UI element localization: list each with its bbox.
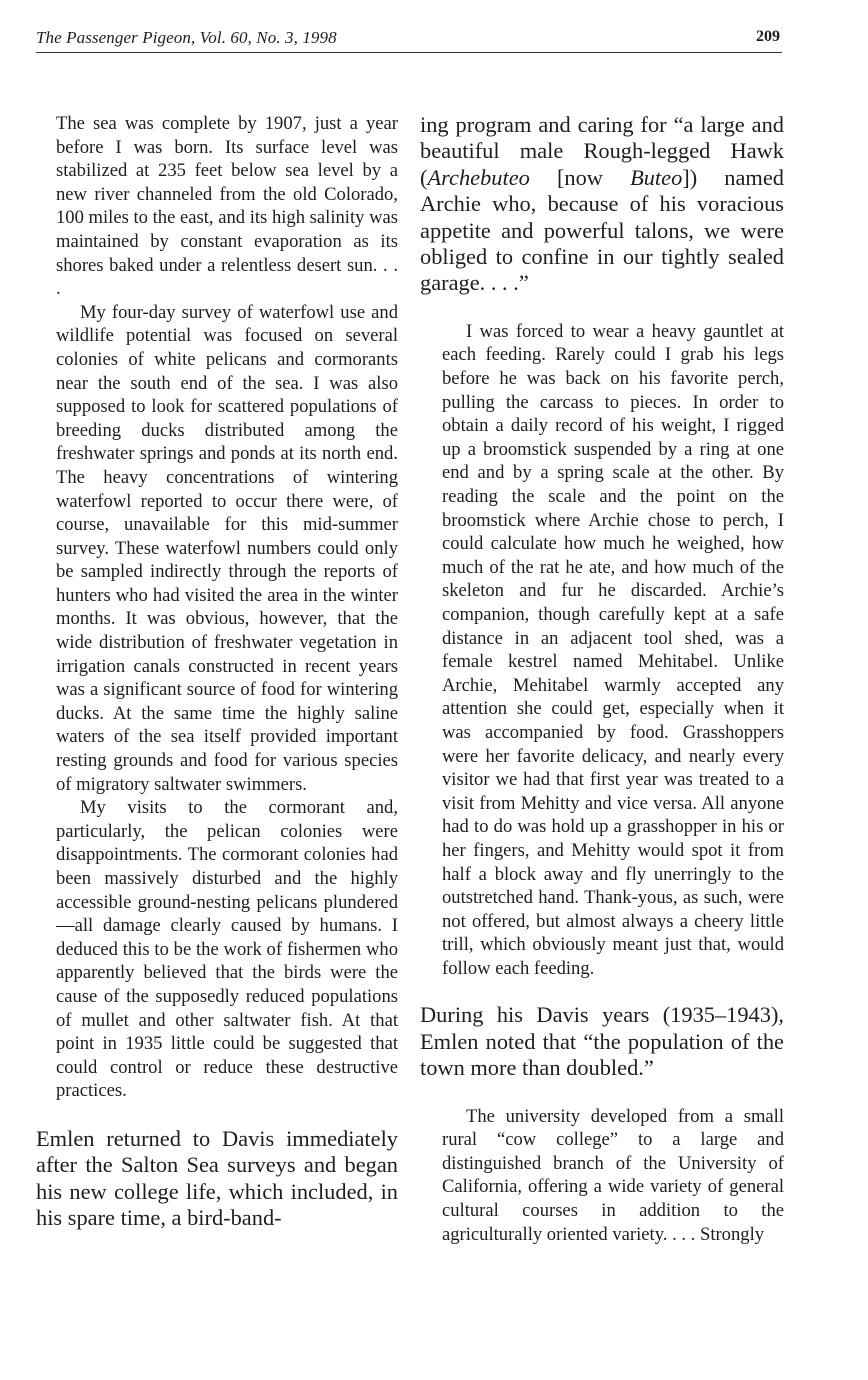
narrative-paragraph: Emlen returned to Davis immediately after the Salton Sea surveys and began his new college life, which included, in his spare time, a bird-band- [36, 1125, 398, 1231]
block-quote-salton-sea [36, 112, 398, 1103]
running-header [36, 28, 782, 53]
quote-paragraph: I was forced to wear a heavy gauntlet at each feeding. Rarely could I grab his legs before he was back on his favorite perch, pulling the carcass to pieces. In order to obtain a daily record of his weight, I rigged up a broomstick suspended by a ring at one end and by a spring scale at the other. By reading the scale and the point on the broomstick where Archie chose to perch, I could calculate how much he weighed, how much of the rat he ate, and how much of the skeleton and fur he discarded. Archie’s companion, though carefully kept at a safe distance in an adjacent tool shed, was a female kestrel named Mehitabel. Unlike Archie, Mehitabel warmly accepted any attention she could get, especially when it was accompanied by food. Grasshoppers were her favorite delicacy, and nearly every visitor we had that first year was treated to a visit from Mehitty and vice versa. All anyone had to do was hold up a grasshopper in his or her fingers, and Mehitty would spot it from half a block away and fly unerringly to the outstretched hand. Thank-yous, as such, were not offered, but almost always a cheery little trill, which obviously meant just that, would follow each feeding. [442, 320, 784, 979]
genus-name: Archebuteo [427, 164, 530, 190]
narrative-paragraph-continued [420, 112, 784, 297]
right-column [420, 112, 784, 1246]
quote-paragraph: My visits to the cormorant and, particularly, the pelican colonies were disappointments. The cormorant colonies had been massively disturbed and the highly accessible ground-nesting pelicans plundered—all damage clearly caused by humans. I deduced this to be the work of fishermen who apparently believed that the birds were the cause of the supposedly reduced populations of mullet and other saltwater fish. At that point in 1935 little could be suggested that could control or reduce these destructive practices. [56, 797, 398, 1102]
quote-paragraph: The university developed from a small rural “cow college” to a large and distinguished branch of the University of California, offering a wide variety of general cultural courses in addition to the agriculturally oriented variety. . . . Strongly [442, 1105, 784, 1245]
block-quote-archie [420, 320, 784, 981]
narrative-text: ]) named Archie who, because of his voracious appetite and powerful talons, we were obliged to confine in our tightly sealed garage. . . .” [420, 164, 784, 296]
quote-paragraph: The sea was complete by 1907, just a year before I was born. Its surface level was stabilized at 235 feet below sea level by a new river channeled from the old Colorado, 100 miles to the east, and its high salinity was maintained by constant evaporation as its shores baked under a relentless desert sun. . . . [56, 113, 398, 300]
block-quote-university [420, 1105, 784, 1247]
narrative-paragraph: During his Davis years (1935–1943), Emlen noted that “the population of the town more than doubled.” [420, 1002, 784, 1081]
narrative-text: ing program and caring for “a large and beautiful male Rough-legged Hawk ( [420, 112, 784, 190]
quote-paragraph: My four-day survey of waterfowl use and wildlife potential was focused on several colonies of white pelicans and cormorants near the south end of the sea. I was also supposed to look for scattered populations of breeding ducks distributed among the freshwater springs and ponds at its north end. The heavy concentrations of wintering waterfowl reported to occur there were, of course, unavailable for this mid-summer survey. These waterfowl numbers could only be sampled indirectly through the reports of hunters who had visited the area in the winter months. It was obvious, however, that the wide distribution of freshwater vegetation in irrigation canals constructed in recent years was a significant source of food for wintering ducks. At the same time the highly saline waters of the sea itself provided important resting grounds and food for various species of migratory saltwater swimmers. [56, 301, 398, 795]
page-number: 209 [756, 28, 780, 45]
genus-name-current: Buteo [630, 164, 683, 190]
journal-citation: The Passenger Pigeon, Vol. 60, No. 3, 1998 [36, 28, 337, 47]
left-column [36, 112, 398, 1232]
narrative-text: [now [529, 164, 631, 190]
